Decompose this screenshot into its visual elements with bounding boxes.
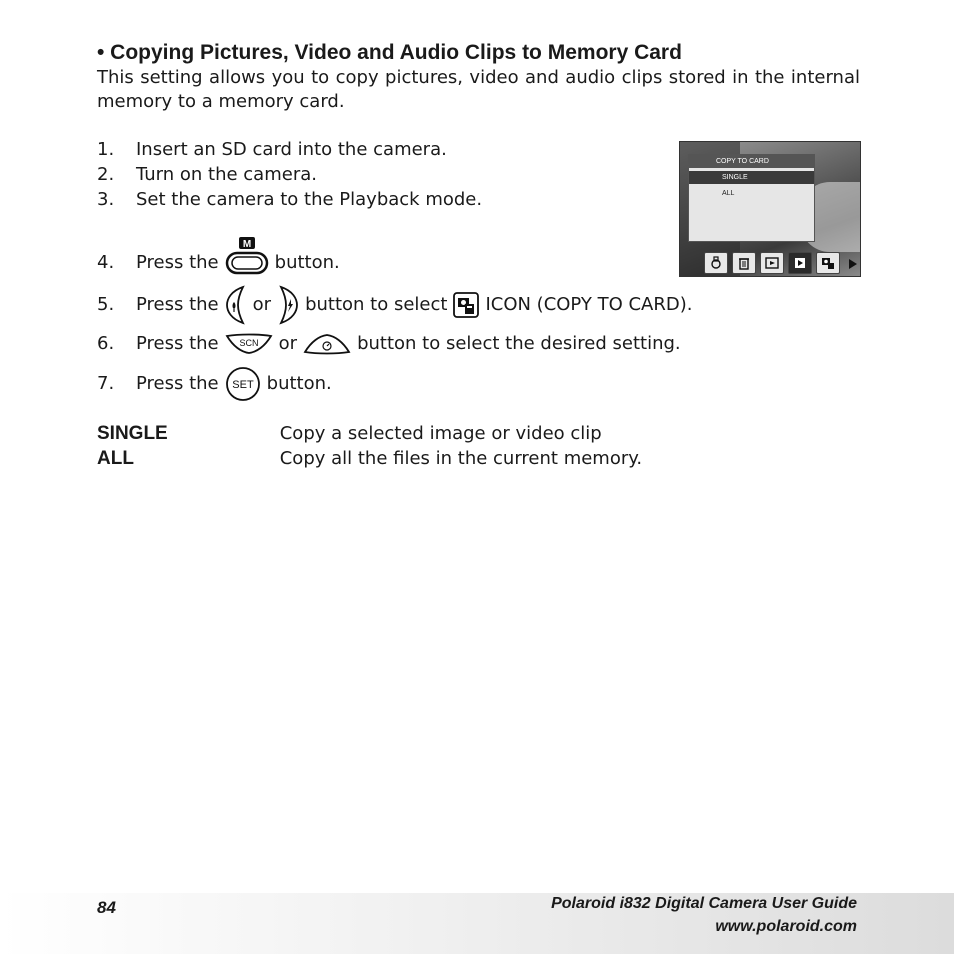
guide-title: Polaroid i832 Digital Camera User Guide — [551, 895, 857, 912]
step-6 — [97, 328, 681, 360]
step-5 — [97, 284, 692, 326]
menu-button-icon — [225, 236, 269, 278]
step-or: or — [278, 333, 298, 354]
step-number: 1. — [97, 139, 115, 160]
scn-button-label: SCN — [239, 338, 259, 348]
flash-right-button-icon — [277, 285, 299, 325]
definition-term: ALL — [97, 448, 134, 469]
camera-screen-illustration — [679, 141, 861, 277]
step-text-post: button to select — [305, 294, 448, 315]
step-text: Press the — [136, 373, 219, 394]
slideshow-icon — [760, 252, 784, 274]
page-number: 84 — [97, 898, 116, 917]
definition-term: SINGLE — [97, 423, 168, 444]
definition-desc: Copy all the files in the current memory. — [279, 448, 643, 469]
step-7 — [97, 366, 332, 402]
delete-icon — [732, 252, 756, 274]
step-number: 4. — [97, 252, 115, 273]
intro-paragraph: This setting allows you to copy pictures, video and audio clips stored in the internal memory to a memory card. — [97, 67, 860, 112]
protect-icon — [704, 252, 728, 274]
step-number: 6. — [97, 333, 115, 354]
copy-to-card-icon — [453, 292, 479, 318]
step-text-post: button. — [266, 373, 332, 394]
step-3 — [97, 188, 482, 212]
step-text-tail: ICON (COPY TO CARD). — [485, 294, 693, 315]
step-text-post: button to select the desired setting. — [357, 333, 681, 354]
selftimer-down-button-icon — [303, 332, 351, 356]
menu-option-all: ALL — [722, 190, 735, 197]
camera-menu-bar — [680, 250, 860, 276]
step-or: or — [252, 294, 272, 315]
definition-all — [97, 447, 642, 471]
step-text: Turn on the camera. — [136, 164, 317, 185]
footer-guide-info — [551, 892, 857, 938]
definition-single — [97, 422, 602, 446]
step-1 — [97, 138, 447, 162]
set-button-icon — [225, 366, 261, 402]
next-arrow-icon — [848, 258, 858, 270]
step-text: Press the — [136, 294, 219, 315]
copy-to-card-icon — [816, 252, 840, 274]
set-button-label: SET — [231, 379, 254, 391]
step-number: 2. — [97, 164, 115, 185]
macro-left-button-icon — [225, 285, 247, 325]
menu-title: COPY TO CARD — [689, 155, 814, 168]
menu-option-single: SINGLE — [689, 171, 814, 184]
step-text: Insert an SD card into the camera. — [136, 139, 447, 160]
step-text: Set the camera to the Playback mode. — [136, 189, 483, 210]
dpof-icon — [788, 252, 812, 274]
definition-desc: Copy a selected image or video clip — [279, 423, 602, 444]
step-text: Press the — [136, 333, 219, 354]
step-number: 3. — [97, 189, 115, 210]
step-number: 5. — [97, 294, 115, 315]
copy-to-card-menu — [688, 154, 815, 242]
step-number: 7. — [97, 373, 115, 394]
step-2 — [97, 163, 317, 187]
website-link[interactable]: www.polaroid.com — [715, 918, 857, 935]
step-text-post: button. — [274, 252, 340, 273]
step-text: Press the — [136, 252, 219, 273]
step-4 — [97, 236, 340, 278]
scn-up-button-icon — [225, 332, 273, 356]
menu-button-label: M — [242, 239, 251, 250]
section-heading: • Copying Pictures, Video and Audio Clips to Memory Card — [97, 41, 682, 64]
